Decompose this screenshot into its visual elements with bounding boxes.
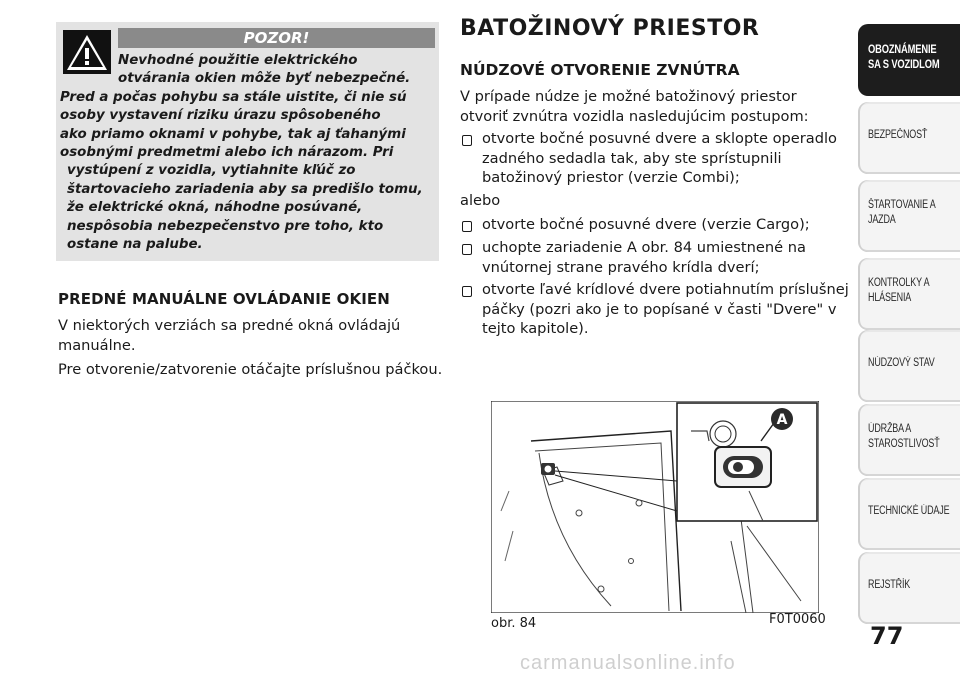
tab-label: NÚDZOVÝ STAV xyxy=(868,357,935,369)
bullet-item xyxy=(460,280,849,339)
warning-line: nespôsobia nebezpečenstvo pre toho, kto xyxy=(67,218,384,234)
page-title: BATOŽINOVÝ PRIESTOR xyxy=(460,16,760,41)
text-line: vnútornej strane pravého krídla dverí; xyxy=(482,258,760,276)
tab-label: ÚDRŽBA A STAROSTLIVOSŤ xyxy=(868,423,940,450)
text-line: manuálne. xyxy=(58,336,136,354)
warning-line: štartovacieho zariadenia aby sa predišlo tomu, xyxy=(67,181,423,197)
bullet-item xyxy=(460,129,837,188)
tab-technicke-udaje[interactable] xyxy=(858,478,960,550)
text-line: batožinový priestor (verzie Combi); xyxy=(482,169,740,186)
tab-label: BEZPEČNOSŤ xyxy=(868,129,928,141)
watermark: carmanualsonline.info xyxy=(520,652,736,674)
paragraph-open-close: Pre otvorenie/zatvorenie otáčajte príslušnou páčkou. xyxy=(58,361,443,378)
tab-kontrolky[interactable] xyxy=(858,258,960,330)
tab-label: ŠTARTOVANIE A JAZDA xyxy=(868,199,936,226)
warning-line: Pred a počas pohybu sa stále uistite, či nie sú xyxy=(60,89,407,105)
tab-nudzovy-stav[interactable] xyxy=(858,330,960,402)
text-line: otvorte ľavé krídlové dvere potiahnutím príslušnej xyxy=(482,281,849,298)
figure-marker-label: A xyxy=(776,412,788,428)
warning-header: POZOR! xyxy=(118,28,435,48)
text-line: otvorte bočné posuvné dvere (verzie Cargo); xyxy=(482,216,810,233)
warning-line: otvárania okien môže byť nebezpečné. xyxy=(118,71,411,87)
page-number: 77 xyxy=(870,622,904,650)
warning-line: osobnými predmetmi alebo ich nárazom. Pri xyxy=(60,145,394,161)
warning-line: že elektrické okná, náhodne posúvané, xyxy=(67,200,363,216)
warning-line: vystúpení z vozidla, vytiahnite kľúč zo xyxy=(67,163,356,179)
paragraph-intro xyxy=(460,87,809,126)
text-line: V prípade núdze je možné batožinový priestor xyxy=(460,88,797,105)
checkbox-bullet-icon xyxy=(462,244,472,255)
paragraph-manual-windows xyxy=(58,316,400,355)
door-latch-figure xyxy=(491,401,819,613)
tab-label: OBOZNÁMENIE SA S VOZIDLOM xyxy=(868,42,940,71)
bullet-item xyxy=(460,215,810,235)
text-line: zadného sedadla tak, aby ste sprístupnili xyxy=(482,149,782,167)
text-line: otvoriť zvnútra vozidla nasledujúcim postupom: xyxy=(460,107,809,125)
tab-label: KONTROLKY A HLÁSENIA xyxy=(868,277,930,304)
text-line: páčky (pozri ako je to popísané v časti "Dvere" v xyxy=(482,300,837,318)
tab-bezpecnost[interactable] xyxy=(858,102,960,174)
warning-line: Nevhodné použitie elektrického xyxy=(118,53,358,68)
text-line: otvorte bočné posuvné dvere a sklopte operadlo xyxy=(482,130,837,147)
warning-line: ostane na palube. xyxy=(67,237,203,253)
figure-code: F0T0060 xyxy=(769,612,826,627)
tab-label: REJSTŘÍK xyxy=(868,579,911,591)
section-heading-windows: PREDNÉ MANUÁLNE OVLÁDANIE OKIEN xyxy=(58,290,390,308)
text-line: uchopte zariadenie A obr. 84 umiestnené na xyxy=(482,239,806,256)
text-or: alebo xyxy=(460,192,501,209)
tab-startovanie[interactable] xyxy=(858,180,960,252)
tab-udrzba[interactable] xyxy=(858,404,960,476)
warning-box xyxy=(56,22,439,261)
warning-line: ako priamo oknami v pohybe, tak aj ťahanými xyxy=(60,126,406,142)
bullet-item xyxy=(460,238,806,277)
warning-text xyxy=(60,52,436,254)
checkbox-bullet-icon xyxy=(462,135,472,146)
figure-caption: obr. 84 xyxy=(491,616,537,631)
text-line: tejto kapitole). xyxy=(482,320,589,337)
checkbox-bullet-icon xyxy=(462,221,472,232)
text-line: V niektorých verziách sa predné okná ovládajú xyxy=(58,317,401,334)
section-subtitle: NÚDZOVÉ OTVORENIE ZVNÚTRA xyxy=(460,61,740,79)
warning-line: osoby vystavení riziku úrazu spôsobeného xyxy=(60,108,381,124)
tab-label: TECHNICKÉ ÚDAJE xyxy=(868,505,950,517)
checkbox-bullet-icon xyxy=(462,286,472,297)
tab-rejstrik[interactable] xyxy=(858,552,960,624)
tab-oboznamenie[interactable] xyxy=(858,24,960,96)
